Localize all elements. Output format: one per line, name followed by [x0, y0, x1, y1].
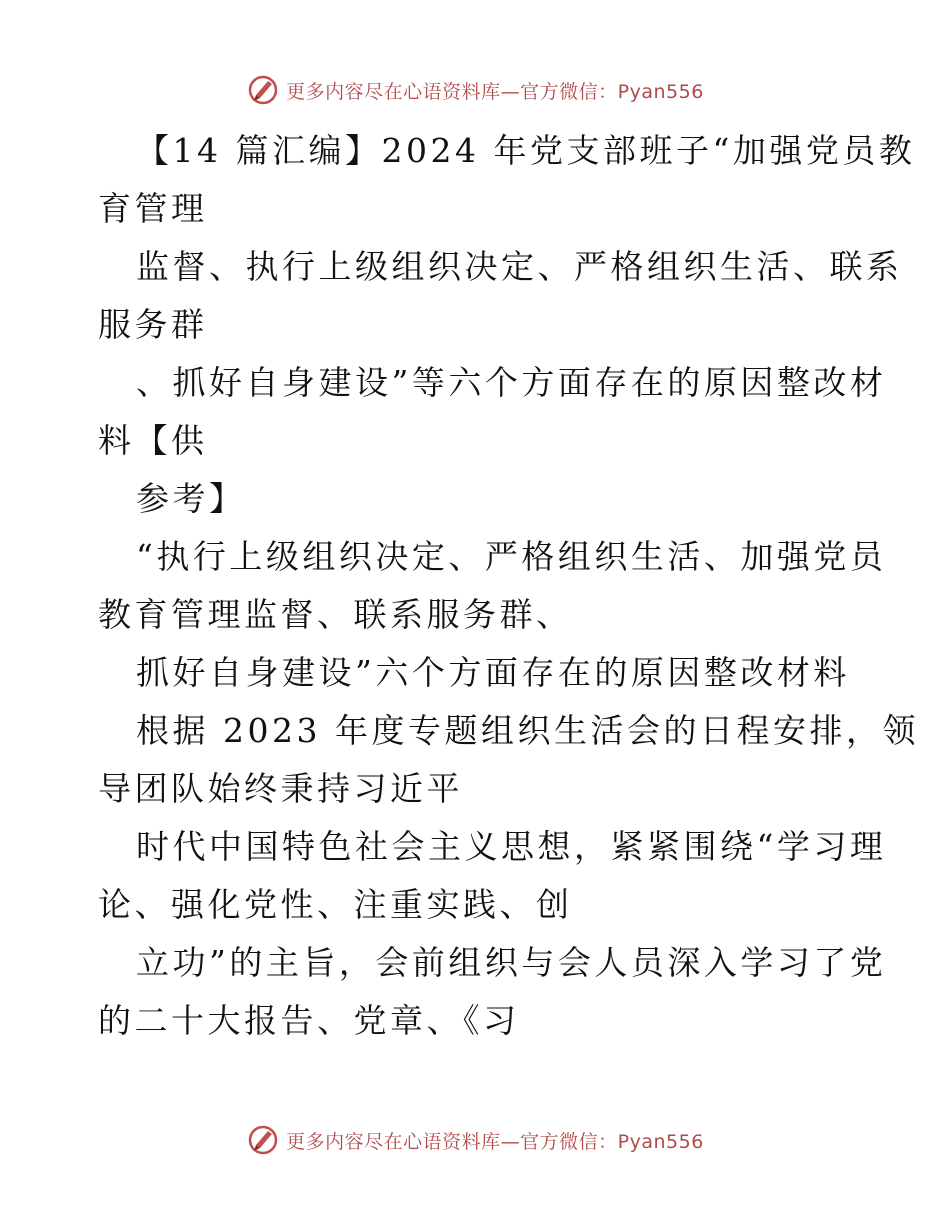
text-line: 抓好自身建设”六个方面存在的原因整改材料	[136, 653, 850, 692]
text-line: 育管理	[98, 189, 208, 228]
text-line: 参考】	[136, 479, 246, 518]
text-line: 论、强化党性、注重实践、创	[98, 885, 573, 924]
footer-watermark	[0, 1120, 950, 1160]
text-line: 的二十大报告、党章、《习	[98, 1001, 520, 1040]
header-watermark-text: 更多内容尽在心语资料库—官方微信：Pyan556	[286, 80, 704, 103]
text-line: 、抓好自身建设”等六个方面存在的原因整改材	[136, 363, 887, 402]
text-line: 立功”的主旨，会前组织与会人员深入学习了党	[136, 943, 887, 982]
text-line: 【14 篇汇编】2024 年党支部班子“加强党员教	[136, 131, 916, 170]
text-line: 监督、执行上级组织决定、严格组织生活、联系	[136, 247, 903, 286]
pen-logo-icon	[246, 1123, 280, 1157]
text-line: 时代中国特色社会主义思想，紧紧围绕“学习理	[136, 827, 887, 866]
text-line: 教育管理监督、联系服务群、	[98, 595, 573, 634]
pen-logo-icon	[246, 73, 280, 107]
text-line: “执行上级组织决定、严格组织生活、加强党员	[136, 537, 887, 576]
text-line: 导团队始终秉持习近平	[98, 769, 463, 808]
header-watermark	[0, 70, 950, 110]
text-line: 根据 2023 年度专题组织生活会的日程安排，领	[136, 711, 919, 750]
text-line: 服务群	[98, 305, 208, 344]
document-body	[98, 122, 919, 1050]
text-line: 料【供	[98, 421, 208, 460]
footer-watermark-text: 更多内容尽在心语资料库—官方微信：Pyan556	[286, 1130, 704, 1153]
